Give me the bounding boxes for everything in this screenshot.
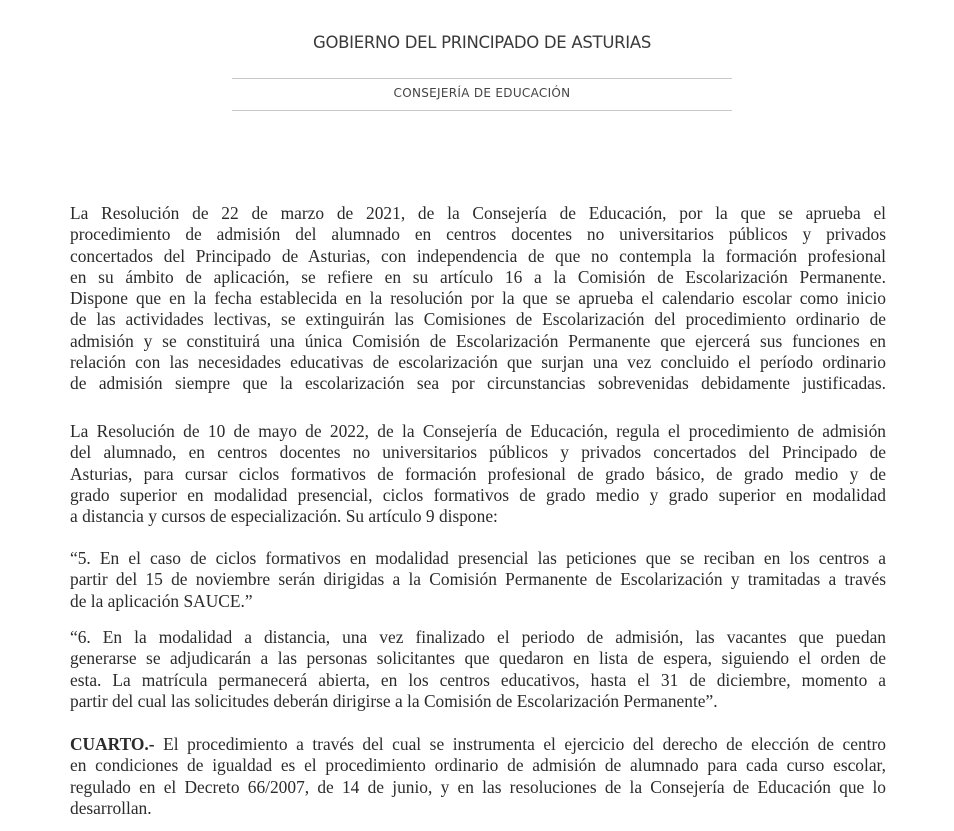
paragraph-line: partir del 15 de noviembre serán dirigidas a la Comisión Permanente de Escolarización y tramitadas a través xyxy=(70,569,886,590)
section-cuarto xyxy=(70,734,886,819)
paragraph-line: grado superior en modalidad presencial, ciclos formativos de grado medio y grado superior en modalidad xyxy=(70,484,886,505)
header-subtitle: CONSEJERÍA DE EDUCACIÓN xyxy=(393,86,571,100)
paragraph-line: del alumnado, en centros docentes no universitarios públicos y privados concertados del Principado de xyxy=(70,442,886,463)
paragraph-line: en su ámbito de aplicación, se refiere en su artículo 16 a la Comisión de Escolarización Permanente. xyxy=(70,266,886,287)
paragraph-line: regulado en el Decreto 66/2007, de 14 de junio, y en las resoluciones de la Consejería de Educación que lo xyxy=(70,776,886,797)
quote-point-6 xyxy=(70,627,886,712)
paragraph-line: La Resolución de 10 de mayo de 2022, de la Consejería de Educación, regula el procedimiento de admisión xyxy=(70,421,886,441)
paragraph-line: de admisión siempre que la escolarización sea por circunstancias sobrevenidas debidamente justificadas. xyxy=(70,373,886,394)
paragraph-line xyxy=(70,734,886,755)
quote-point-5 xyxy=(70,548,886,612)
paragraph-line: procedimiento de admisión del alumnado en centros docentes no universitarios públicos y privados xyxy=(70,224,886,245)
paragraph-line: generarse se adjudicarán a las personas solicitantes que quedaron en lista de espera, siguiendo el orden de xyxy=(70,648,886,669)
section-first-line-text: El procedimiento a través del cual se instrumenta el ejercicio del derecho de elección de centro xyxy=(154,734,886,754)
paragraph-line: “6. En la modalidad a distancia, una vez finalizado el periodo de admisión, las vacantes que puedan xyxy=(70,627,886,647)
paragraph-line: Dispone que en la fecha establecida en la resolución por la que se aprueba el calendario escolar como inicio xyxy=(70,288,886,309)
paragraph-resolucion-2022 xyxy=(70,421,886,527)
paragraph-line: esta. La matrícula permanecerá abierta, en los centros educativos, hasta el 31 de diciembre, momento a xyxy=(70,669,886,690)
paragraph-line: La Resolución de 22 de marzo de 2021, de la Consejería de Educación, por la que se aprueba el xyxy=(70,203,886,223)
paragraph-line: a distancia y cursos de especialización. Su artículo 9 dispone: xyxy=(70,506,498,527)
header-title: GOBIERNO DEL PRINCIPADO DE ASTURIAS xyxy=(312,33,651,52)
paragraph-line: relación con las necesidades educativas de escolarización que surjan una vez concluido el período ordinario xyxy=(70,352,886,373)
paragraph-line: en condiciones de igualdad es el procedimiento ordinario de admisión de alumnado para cada curso escolar, xyxy=(70,755,886,776)
paragraph-line: de las actividades lectivas, se extinguirán las Comisiones de Escolarización del procedimiento ordinario de xyxy=(70,309,886,330)
paragraph-line: Asturias, para cursar ciclos formativos de formación profesional de grado básico, de grado medio y de xyxy=(70,463,886,484)
paragraph-resolucion-2021 xyxy=(70,203,886,395)
paragraph-line: desarrollan. xyxy=(70,797,152,818)
section-heading: CUARTO.- xyxy=(70,734,155,754)
paragraph-line: admisión y se constituirá una única Comisión de Escolarización Permanente que ejercerá sus funciones en xyxy=(70,330,886,351)
header-rule-top xyxy=(232,78,732,79)
paragraph-line: de la aplicación SAUCE.” xyxy=(70,590,253,611)
paragraph-line: concertados del Principado de Asturias, con independencia de que no contempla la formación profesional xyxy=(70,245,886,266)
paragraph-line: partir del cual las solicitudes deberán dirigirse a la Comisión de Escolarización Permanente”. xyxy=(70,690,718,711)
header-rule-bottom xyxy=(232,110,732,111)
paragraph-line: “5. En el caso de ciclos formativos en modalidad presencial las peticiones que se reciban en los centros a xyxy=(70,548,886,568)
